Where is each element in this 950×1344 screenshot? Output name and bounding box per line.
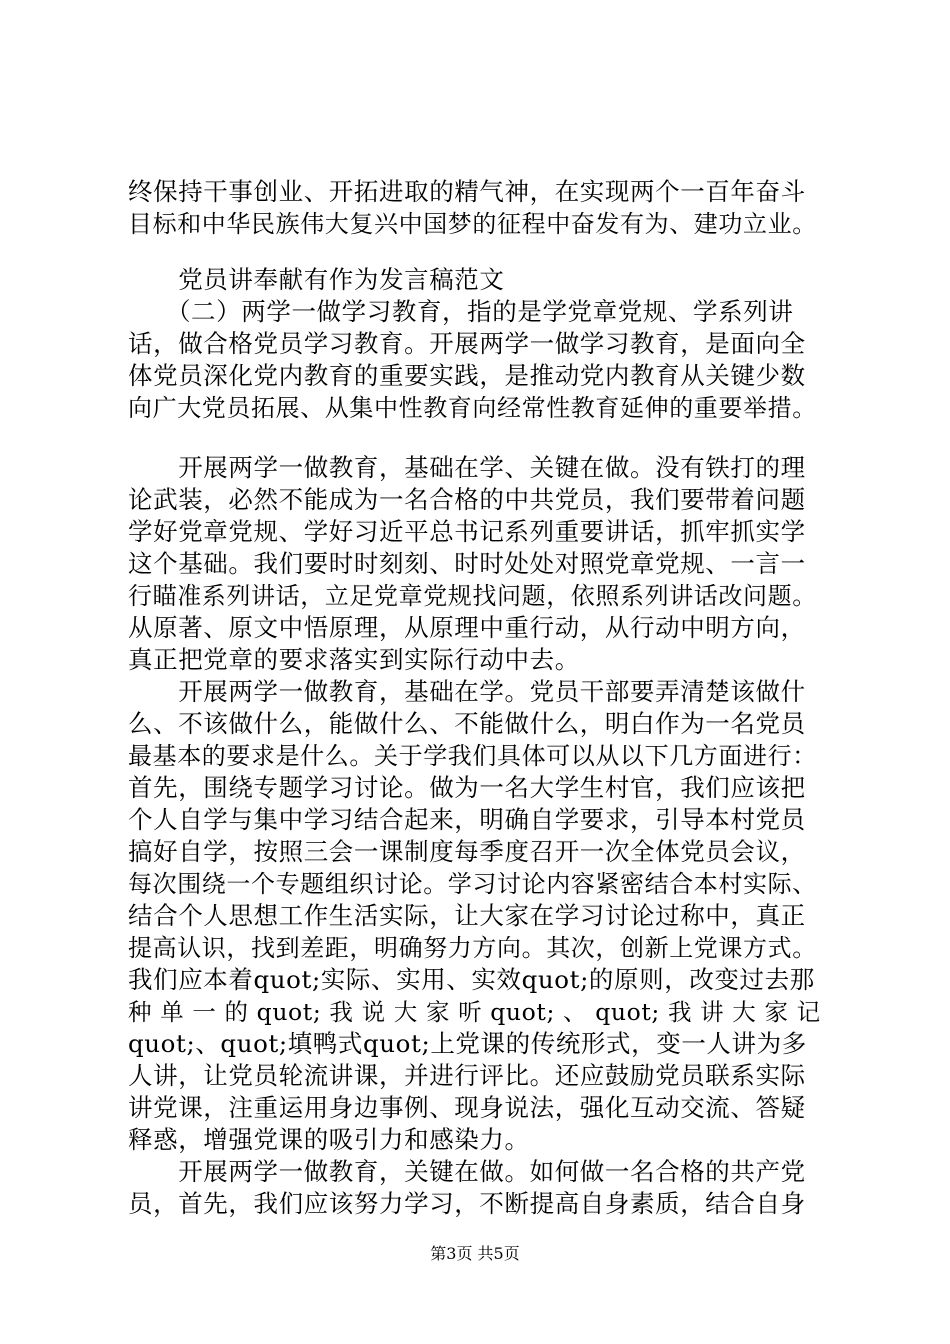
text-line: 从原著、原文中悟原理，从原理中重行动，从行动中明方向，	[128, 613, 806, 642]
text-line: 个人自学与集中学习结合起来，明确自学要求，引导本村党员	[128, 805, 806, 834]
text-line: 这个基础。我们要时时刻刻、时时处处对照党章党规、一言一	[128, 549, 806, 578]
text-line: 开展两学一做教育，关键在做。如何做一名合格的共产党	[128, 1157, 806, 1186]
text-line: 员，首先，我们应该努力学习，不断提高自身素质，结合自身	[128, 1189, 806, 1218]
text-line: 行瞄准系列讲话，立足党章党规找问题，依照系列讲话改问题。	[128, 582, 817, 610]
text-line: 论武装，必然不能成为一名合格的中共党员，我们要带着问题	[128, 485, 806, 514]
text-line: 讲党课，注重运用身边事例、现身说法，强化互动交流、答疑	[128, 1093, 806, 1122]
text-line: 我们应本着quot;实际、实用、实效quot;的原则，改变过去那	[128, 965, 815, 994]
section-heading: 党员讲奉献有作为发言稿范文	[128, 265, 505, 294]
text-line: 人讲，让党员轮流讲课，并进行评比。还应鼓励党员联系实际	[128, 1061, 806, 1090]
text-line: （二）两学一做学习教育，指的是学党章党规、学系列讲	[128, 297, 794, 326]
text-line: 最基本的要求是什么。关于学我们具体可以从以下几方面进行：	[128, 742, 817, 770]
text-line: 开展两学一做教育，基础在学、关键在做。没有铁打的理	[128, 453, 806, 482]
text-line: 话，做合格党员学习教育。开展两学一做学习教育，是面向全	[128, 329, 806, 358]
text-line: 么、不该做什么，能做什么、不能做什么，明白作为一名党员	[128, 709, 806, 738]
text-line: quot;、quot;填鸭式quot;上党课的传统形式，变一人讲为多	[128, 1029, 807, 1058]
text-line: 每次围绕一个专题组织讨论。学习讨论内容紧密结合本村实际、	[128, 870, 817, 898]
text-line: 释惑，增强党课的吸引力和感染力。	[128, 1125, 530, 1154]
text-line: 真正把党章的要求落实到实际行动中去。	[128, 645, 580, 674]
text-line: 开展两学一做教育，基础在学。党员干部要弄清楚该做什	[128, 677, 806, 706]
page-footer: 第3页 共5页	[430, 1244, 520, 1263]
text-line: 目标和中华民族伟大复兴中国梦的征程中奋发有为、建功立业。	[128, 210, 817, 238]
text-line: 首先，围绕专题学习讨论。做为一名大学生村官，我们应该把	[128, 773, 806, 802]
text-line: 学好党章党规、学好习近平总书记系列重要讲话，抓牢抓实学	[128, 517, 806, 546]
text-line: 体党员深化党内教育的重要实践，是推动党内教育从关键少数	[128, 361, 806, 390]
text-line: 结合个人思想工作生活实际，让大家在学习讨论过称中，真正	[128, 901, 806, 930]
text-line: 终保持干事创业、开拓进取的精气神，在实现两个一百年奋斗	[128, 177, 806, 206]
text-line: 提高认识，找到差距，明确努力方向。其次，创新上党课方式。	[128, 934, 817, 962]
text-line: 搞好自学，按照三会一课制度每季度召开一次全体党员会议，	[128, 837, 806, 866]
text-line: 种 单 一 的 quot; 我 说 大 家 听 quot; 、 quot; 我 讲 大 家 记	[128, 998, 821, 1026]
text-line: 向广大党员拓展、从集中性教育向经常性教育延伸的重要举措。	[128, 394, 817, 422]
